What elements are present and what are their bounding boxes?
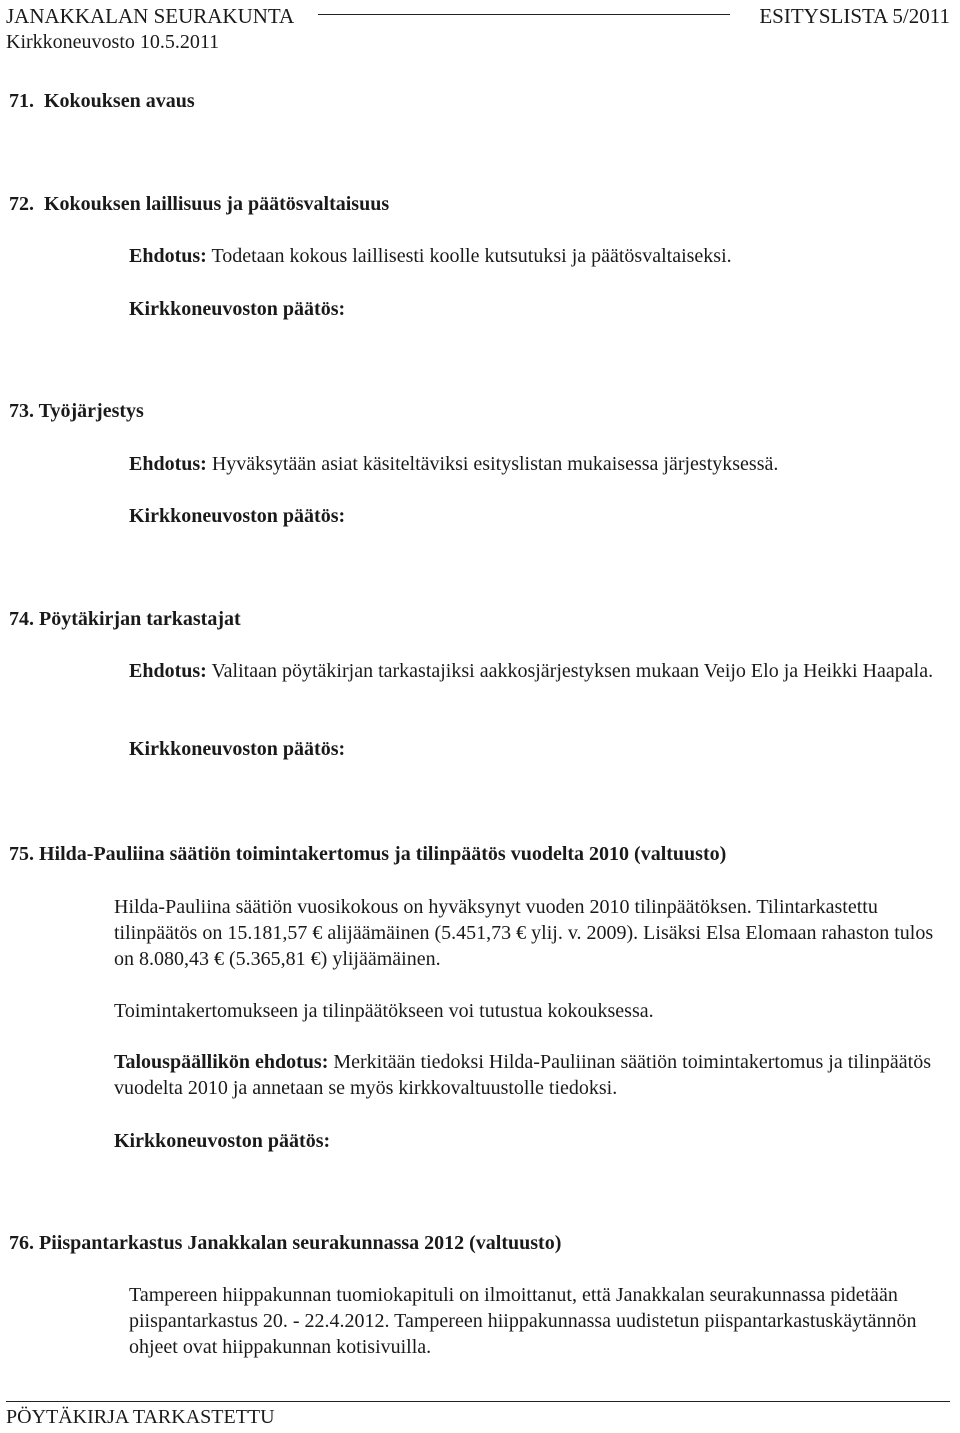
- item-heading: Piispantarkastus Janakkalan seurakunnassa 2012 (valtuusto): [39, 1232, 562, 1254]
- header-rule: [318, 14, 730, 15]
- item-number: 73.: [9, 400, 34, 422]
- item-number: 71.: [9, 90, 34, 112]
- item-75-decision: [114, 1128, 944, 1154]
- decision-label: Kirkkoneuvoston päätös:: [129, 738, 346, 760]
- item-74-title: [9, 607, 241, 631]
- item-72-decision: [129, 296, 941, 322]
- proposal-label: Ehdotus:: [129, 453, 207, 475]
- decision-label: Kirkkoneuvoston päätös:: [129, 505, 346, 527]
- item-number: 74.: [9, 608, 34, 630]
- proposal-label: Ehdotus:: [129, 245, 207, 267]
- item-number: 72.: [9, 193, 34, 215]
- header-row: [6, 4, 950, 28]
- item-76-description: Tampereen hiippakunnan tuomiokapituli on ilmoittanut, että Janakkalan seurakunnassa pidetään piispantarkastus 20. - 22.4.2012. Tampereen hiippakunnassa uudistetun piispantarkastuskäytännön ohjeet ovat hiippakunnan kotisivuilla.: [129, 1284, 917, 1358]
- item-76-title: [9, 1231, 561, 1255]
- page-footer: [6, 1401, 950, 1429]
- item-heading: Työjärjestys: [38, 400, 144, 422]
- item-75-note: Toimintakertomukseen ja tilinpäätökseen voi tutustua kokouksessa.: [114, 1000, 654, 1022]
- page-header: [6, 4, 950, 54]
- item-72-proposal: [129, 243, 941, 269]
- proposal-text: Merkitään tiedoksi Hilda-Pauliinan säätiön toimintakertomus ja tilinpäätös vuodelta 2010 ja annetaan se myös kirkkovaltuustolle tiedoksi.: [114, 1051, 932, 1099]
- item-73-title: [9, 399, 144, 423]
- proposal-label: Ehdotus:: [129, 660, 207, 682]
- item-heading: Hilda-Pauliina säätiön toimintakertomus ja tilinpäätös vuodelta 2010 (valtuusto): [39, 843, 727, 865]
- proposal-text: Hyväksytään asiat käsiteltäviksi esityslistan mukaisessa järjestyksessä.: [211, 453, 779, 475]
- organization-name: JANAKKALAN SEURAKUNTA: [6, 4, 295, 28]
- item-75-description: Hilda-Pauliina säätiön vuosikokous on hyväksynyt vuoden 2010 tilinpäätöksen. Tilintarkastettu tilinpäätös on 15.181,57 € alijäämäinen (5.451,73 € ylij. v. 2009). Lisäksi Elsa Elomaan rahaston tulos on 8.080,43 € (5.365,81 €) ylijäämäinen.: [114, 896, 934, 970]
- item-74-decision: [129, 736, 941, 762]
- agenda-number: ESITYSLISTA 5/2011: [759, 4, 950, 28]
- item-73-decision: [129, 503, 941, 529]
- item-number: 76.: [9, 1232, 34, 1254]
- decision-label: Kirkkoneuvoston päätös:: [129, 298, 346, 320]
- item-74-proposal: [129, 658, 941, 684]
- proposal-label: Talouspäällikön ehdotus:: [114, 1051, 329, 1073]
- item-heading: Kokouksen laillisuus ja päätösvaltaisuus: [44, 193, 390, 215]
- item-number: 75.: [9, 843, 34, 865]
- item-75-proposal: [114, 1049, 944, 1101]
- meeting-info: Kirkkoneuvosto 10.5.2011: [6, 31, 220, 53]
- item-73-proposal: [129, 451, 941, 477]
- footer-text: PÖYTÄKIRJA TARKASTETTU: [6, 1406, 275, 1428]
- proposal-text: Valitaan pöytäkirjan tarkastajiksi aakkosjärjestyksen mukaan Veijo Elo ja Heikki Haapala.: [211, 660, 934, 682]
- proposal-text: Todetaan kokous laillisesti koolle kutsutuksi ja päätösvaltaiseksi.: [211, 245, 732, 267]
- item-75-title: [9, 842, 726, 866]
- item-71-title: [9, 89, 195, 113]
- item-72-title: [9, 192, 389, 216]
- decision-label: Kirkkoneuvoston päätös:: [114, 1130, 331, 1152]
- item-heading: Pöytäkirjan tarkastajat: [39, 608, 241, 630]
- item-heading: Kokouksen avaus: [44, 90, 195, 112]
